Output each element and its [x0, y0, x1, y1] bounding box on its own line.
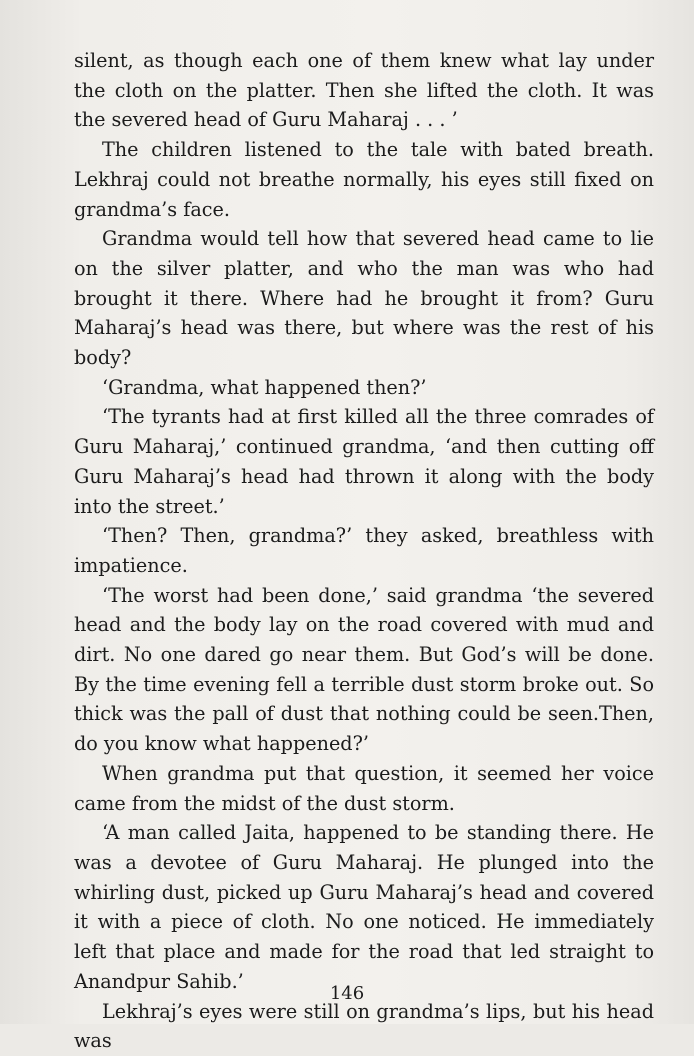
paragraph-8: When grandma put that question, it seemed her voice came from the midst of the dust storm.: [74, 761, 654, 815]
body-text: [74, 46, 654, 1056]
paragraph-7: ‘The worst had been done,’ said grandma ‘the severed head and the body lay on the road covered with mud and dirt. No one dared go near them. But God’s will be done. By the time evening fell a terrible dust storm broke out. So thick was the pall of dust that nothing could be seen.Then, do you know what happened?’: [74, 583, 654, 756]
paragraph-9: ‘A man called Jaita, happened to be standing there. He was a devotee of Guru Maharaj. He plunged into the whirling dust, picked up Guru Maharaj’s head and covered it with a piece of cloth. No one noticed. He immediately left that place and made for the road that led straight to Anandpur Sahib.’: [74, 821, 654, 993]
page-number: 146: [329, 983, 365, 1004]
paragraph-2: The children listened to the tale with bated breath. Lekhraj could not breathe normally, his eyes still fixed on grandma’s face.: [74, 138, 654, 221]
paragraph-6: ‘Then? Then, grandma?’ they asked, breathless with impatience.: [74, 524, 654, 577]
paragraph-4: ‘Grandma, what happened then?’: [102, 375, 427, 399]
paragraph-5: ‘The tyrants had at first killed all the three comrades of Guru Maharaj,’ continued grandma, ‘and then cutting off Guru Maharaj’s head had thrown it along with the body into the street.’: [74, 405, 654, 518]
paragraph-3: Grandma would tell how that severed head came to lie on the silver platter, and who the man was who had brought it there. Where had he brought it from? Guru Maharaj’s head was there, but where was the rest of his body?: [74, 227, 654, 370]
paragraph-10: Lekhraj’s eyes were still on grandma’s lips, but his head was: [74, 999, 654, 1053]
paragraph-1: silent, as though each one of them knew what lay under the cloth on the platter. Then she lifted the cloth. It was the severed head of Guru Maharaj . . . ’: [74, 49, 654, 132]
